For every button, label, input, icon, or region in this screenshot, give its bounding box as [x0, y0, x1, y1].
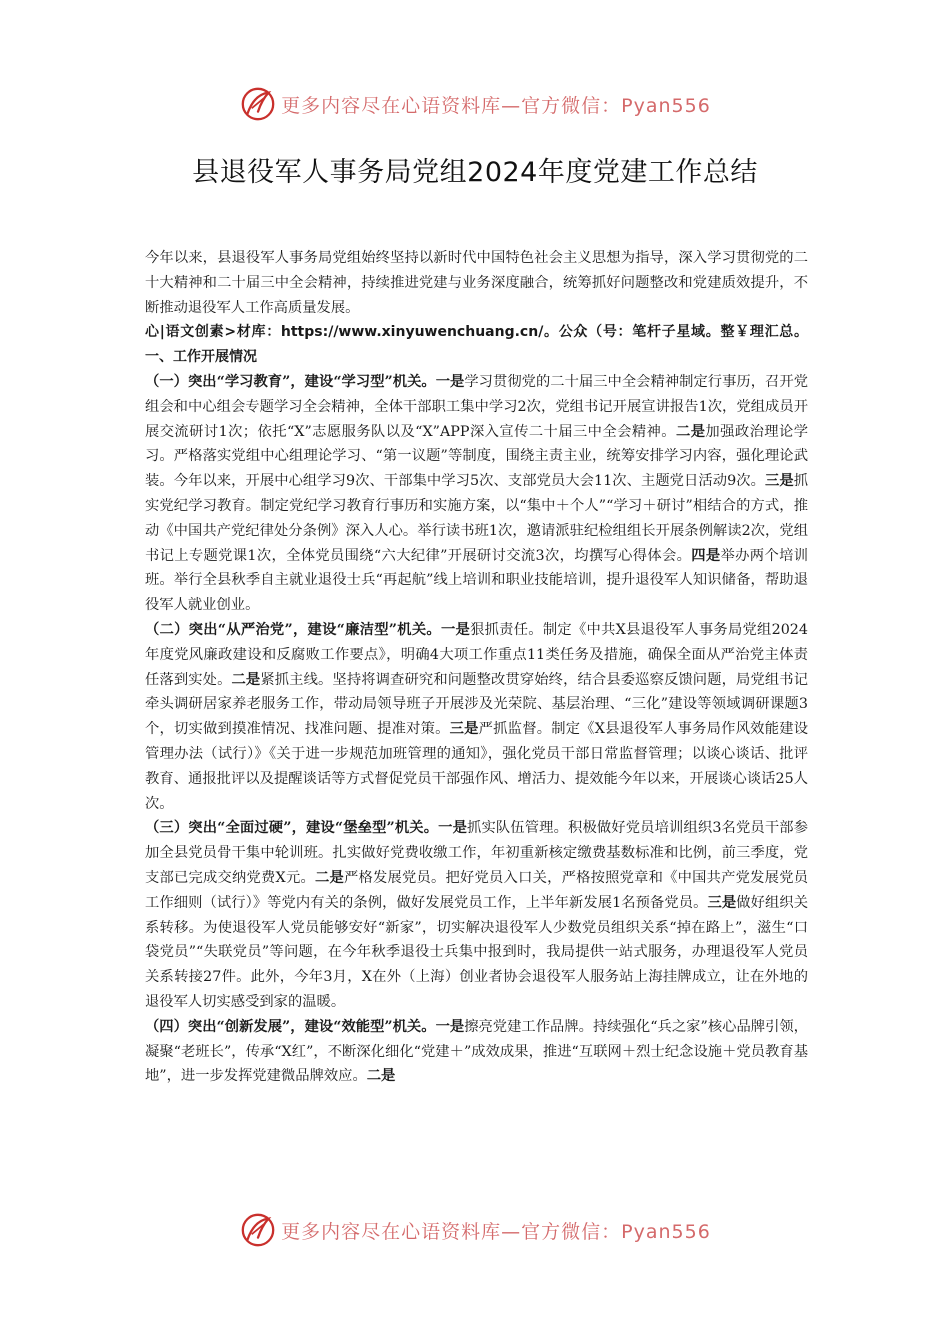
section-text: 擦亮党建工作品牌。持续强化“兵之家”核心品牌引领，凝聚“老班长”，传承“X红”，不断深化细化“党建＋”成效成果，推进“互联网＋烈士纪念设施＋党员教育基地”，进一步发挥党建微品牌效应。: [145, 1018, 808, 1085]
section-heading: （四）突出“创新发展”，建设“效能型”机关。: [145, 1018, 436, 1035]
document-body: [145, 246, 808, 1089]
banner-text: 更多内容尽在心语资料库—官方微信：Pyan556: [281, 1220, 711, 1243]
intro-paragraph: 今年以来，县退役军人事务局党组始终坚持以新时代中国特色社会主义思想为指导，深入学习贯彻党的二十大精神和二十届三中全会精神，持续推进党建与业务深度融合，统筹抓好问题整改和党建质效提升，不断推动退役军人工作高质量发展。: [145, 250, 808, 316]
section-lead: 一是: [435, 1018, 465, 1035]
section-1: [145, 370, 808, 618]
section-lead: 一是: [440, 621, 471, 638]
logo-icon: [239, 85, 277, 123]
section-lead: 一是: [438, 820, 468, 837]
section-lead: 二是: [366, 1068, 396, 1085]
section-3: [145, 816, 808, 1014]
section-lead: 三是: [449, 721, 479, 738]
section-text: 严格发展党员。把好党员入口关，严格按照党章和《中国共产党发展党员工作细则（试行）》等党内有关的条例，做好发展党员工作，上半年新发展1名预备党员。: [145, 869, 808, 911]
logo-icon: [239, 1211, 277, 1249]
section-lead: 二是: [314, 869, 344, 886]
section-text: 严抓监督。制定《X县退役军人事务局作风效能建设管理办法（试行）》《关于进一步规范加班管理的通知》，强化党员干部日常监督管理；以谈心谈话、批评教育、通报批评以及提醒谈话等方式督促党员干部强作风、增活力、提效能今年以来，开展谈心谈话25人次。: [145, 721, 809, 812]
source-line-text: 心|语文创素>材库：https://www.xinyuwenchuang.cn/。公众（号：笔杆子星域。整￥理汇总。一、工作开展情况: [145, 324, 808, 366]
footer-watermark-banner: [0, 1208, 950, 1252]
section-heading: （三）突出“全面过硬”，建设“堡垒型”机关。: [145, 820, 439, 837]
section-lead: 四是: [691, 547, 721, 564]
section-text: 紧抓主线。坚持将调查研究和问题整改贯穿始终，结合县委巡察反馈问题，局党组书记牵头调研居家养老服务工作，带动局领导班子开展涉及光荣院、基层治理、“三化”建设等领域调研课题3个，切实做到摸准情况、找准问题、提准对策。: [145, 671, 809, 738]
section-lead: 一是: [435, 373, 465, 390]
section-4: [145, 1015, 808, 1089]
document-title: 县退役军人事务局党组2024年度党建工作总结: [192, 157, 758, 188]
section-2: [145, 618, 808, 816]
section-text: 狠抓责任。制定《中共X县退役军人事务局党组2024年度党风廉政建设和反腐败工作要点》，明确4大项工作重点11类任务及措施，确保全面从严治党主体责任落到实处。: [145, 621, 809, 688]
section-text: 做好组织关系转移。为使退役军人党员能够安好“新家”，切实解决退役军人少数党员组织关系“掉在路上”，滋生“口袋党员”“失联党员”等问题，在今年秋季退役士兵集中报到时，我局提供一站式服务，办理退役军人党员关系转接27件。此外，今年3月，X在外（上海）创业者协会退役军人服务站上海挂牌成立，让在外地的退役军人切实感受到家的温暖。: [145, 894, 808, 1010]
section-lead: 二是: [675, 423, 706, 440]
section-lead: 三是: [707, 894, 737, 911]
section-text: 举办两个培训班。举行全县秋季自主就业退役士兵“再起航”线上培训和职业技能培训，提升退役军人知识储备，帮助退役军人就业创业。: [145, 547, 809, 614]
section-lead: 三是: [764, 473, 794, 490]
section-text: 加强政治理论学习。严格落实党组中心组理论学习、“第一议题”等制度，围绕主责主业，统筹安排学习内容，强化理论武装。今年以来，开展中心组学习9次、干部集中学习5次、支部党员大会11次、主题党日活动9次。: [145, 423, 809, 490]
section-text: 学习贯彻党的二十届三中全会精神制定行事历，召开党组会和中心组会专题学习全会精神，全体干部职工集中学习2次，党组书记开展宣讲报告1次，党组成员开展交流研讨1次；依托“X”志愿服务队以及“X”APP深入宣传二十届三中全会精神。: [145, 373, 808, 440]
banner-text: 更多内容尽在心语资料库—官方微信：Pyan556: [281, 94, 711, 117]
source-line: [145, 320, 808, 370]
header-watermark-banner: [0, 82, 950, 126]
section-text: 抓实队伍管理。积极做好党员培训组织3名党员干部参加全县党员骨干集中轮训班。扎实做好党费收缴工作，年初重新核定缴费基数标准和比例，前三季度，党支部已完成交纳党费X元。: [145, 820, 808, 886]
section-heading: （二）突出“从严治党”，建设“廉洁型”机关。: [145, 621, 441, 638]
section-text: 抓实党纪学习教育。制定党纪学习教育行事历和实施方案，以“集中＋个人”“学习＋研讨”相结合的方式，推动《中国共产党纪律处分条例》深入人心。举行读书班1次，邀请派驻纪检组组长开展条例解读2次，党组书记上专题党课1次，全体党员围绕“六大纪律”开展研讨交流3次，均撰写心得体会。: [145, 473, 808, 564]
section-lead: 二是: [231, 671, 261, 688]
section-heading: （一）突出“学习教育”，建设“学习型”机关。: [145, 373, 436, 390]
